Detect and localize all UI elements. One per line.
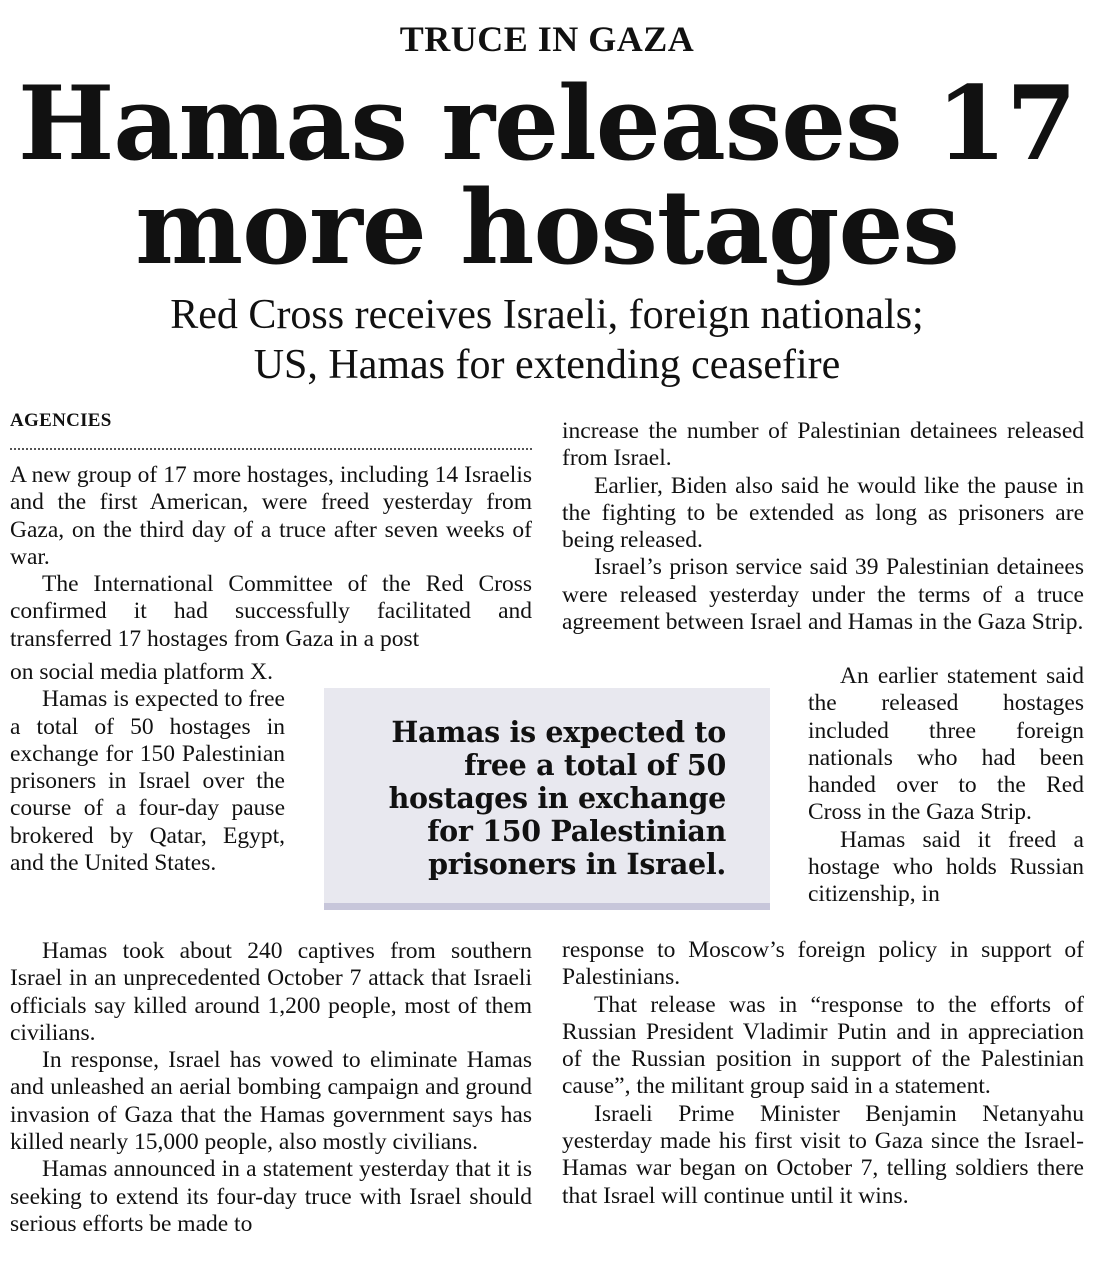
subheadline-line-1: Red Cross receives Israeli, foreign nationals; xyxy=(170,292,924,338)
headline-line-2: more hostages xyxy=(135,168,959,288)
paragraph: Hamas took about 240 captives from southern Israel in an unprecedented October 7 attack that Israeli officials say killed around 1,200 people, most of them civilians. xyxy=(10,938,532,1046)
paragraph: response to Moscow’s foreign policy in support of Palestinians. xyxy=(562,937,1084,991)
paragraph: In response, Israel has vowed to eliminate Hamas and unleashed an aerial bombing campaign and ground invasion of Gaza that the Hamas government says has killed nearly 15,000 people, also mostly civilians. xyxy=(10,1047,532,1156)
paragraph: That release was in “response to the efforts of Russian President Vladimir Putin and in appreciation of the Russian position in support of the Palestinian cause”, the militant group said in a statement. xyxy=(562,991,1084,1100)
pull-quote-box xyxy=(324,688,770,910)
paragraph: increase the number of Palestinian detainees released from Israel. xyxy=(562,418,1084,472)
paragraph: Earlier, Biden also said he would like the pause in the fighting to be extended as long as prisoners are being released. xyxy=(562,472,1084,554)
paragraph: Israel’s prison service said 39 Palestinian detainees were released yesterday under the terms of a truce agreement between Israel and Hamas in the Gaza Strip. xyxy=(562,554,1084,636)
paragraph: An earlier statement said the released hostages included three foreign nationals who had been handed over to the Red Cross in the Gaza Strip. xyxy=(808,663,1084,826)
left-column-narrow xyxy=(10,659,285,877)
subheadline-line-2: US, Hamas for extending ceasefire xyxy=(253,342,841,388)
right-column-bottom xyxy=(562,937,1084,1210)
paragraph: The International Committee of the Red Cross confirmed it had successfully facilitated and transferred 17 hostages from Gaza in a post xyxy=(10,571,532,652)
left-column-top xyxy=(10,462,532,653)
section-kicker: TRUCE IN GAZA xyxy=(399,19,695,59)
subheadline xyxy=(0,290,1094,390)
byline-divider xyxy=(10,448,532,450)
headline-line-1: Hamas releases 17 xyxy=(18,64,1076,184)
paragraph: Israeli Prime Minister Benjamin Netanyahu yesterday made his first visit to Gaza since the Israel-Hamas war began on October 7, telling soldiers there that Israel will continue until it wins. xyxy=(562,1100,1084,1209)
right-column-narrow xyxy=(808,663,1084,909)
paragraph: Hamas said it freed a hostage who holds Russian citizenship, in xyxy=(808,826,1084,908)
headline xyxy=(0,64,1094,288)
byline: AGENCIES xyxy=(10,410,112,431)
right-column-top xyxy=(562,418,1084,636)
pull-quote-text: Hamas is expected to free a total of 50 hostages in exchange for 150 Palestinian prisoners in Israel. xyxy=(388,715,726,881)
paragraph: Hamas is expected to free a total of 50 hostages in exchange for 150 Palestinian prisoners in Israel over the course of a four-day pause brokered by Qatar, Egypt, and the United States. xyxy=(10,686,285,877)
left-column-bottom xyxy=(10,938,532,1238)
paragraph: A new group of 17 more hostages, including 14 Israelis and the first American, were freed yesterday from Gaza, on the third day of a truce after seven weeks of war. xyxy=(10,462,532,570)
paragraph: on social media platform X. xyxy=(10,659,273,685)
paragraph: Hamas announced in a statement yesterday that it is seeking to extend its four-day truce with Israel should serious efforts be made to xyxy=(10,1156,532,1237)
